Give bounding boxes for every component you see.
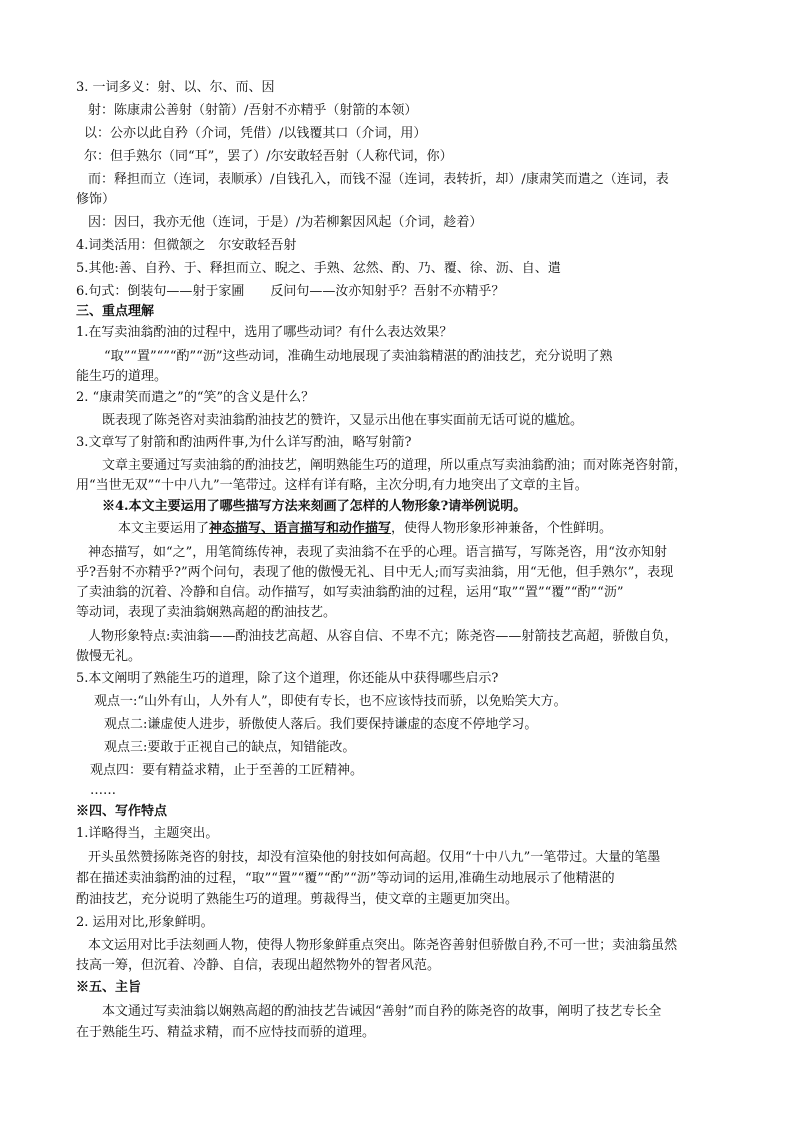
- answer-2: 既表现了陈尧咨对卖油翁酌油技艺的赞许，又显示出他在事实面前无话可说的尴尬。: [102, 413, 584, 428]
- feature-1-body-3: 酌油技艺，充分说明了熟能生巧的道理。剪裁得当，使文章的主题更加突出。: [76, 892, 519, 907]
- sentence-patterns: 6.句式：倒装句——射于家圃 反问句——汝亦知射乎？吾射不亦精乎？: [76, 284, 505, 299]
- feature-1-body-2: 都在描述卖油翁酌油的过程，“取”“置”“覆”“酌”“沥”等动词的运用,准确生动地展示了他精湛的: [76, 871, 615, 886]
- question-1: 1.在写卖油翁酌油的过程中，选用了哪些动词？有什么表达效果？: [76, 325, 453, 340]
- polysemy-yi: 以：公亦以此自矜（介词，凭借）/以钱覆其口（介词，用）: [84, 126, 427, 141]
- feature-2-body-2: 技高一筹，但沉着、冷静、自信，表现出超然物外的智者风范。: [76, 958, 441, 973]
- viewpoint-4: 观点四：要有精益求精，止于至善的工匠精神。: [90, 763, 364, 778]
- polysemy-er: 尔：但手熟尔（同“耳”，罢了）/尔安敢轻吾射（人称代词，你）: [84, 149, 453, 164]
- question-4: ※4.本文主要运用了哪些描写方法来刻画了怎样的人物形象?请举例说明。: [102, 499, 527, 514]
- polysemy-yin: 因：因曰，我亦无他（连词，于是）/为若柳絮因风起（介词，趁着）: [88, 215, 483, 230]
- question-5: 5.本文阐明了熟能生巧的道理，除了这个道理，你还能从中获得哪些启示?: [76, 671, 499, 686]
- question-2: 2. “康肃笑而遣之”的“笑”的含义是什么？: [76, 390, 315, 405]
- answer-1: “取”“置”“”“酌”“沥”这些动词，准确生动地展现了卖油翁精湛的酌油技艺，充分说明了熟: [104, 349, 613, 364]
- answer-4-detail-4: 等动词，表现了卖油翁娴熟高超的酌油技艺。: [76, 605, 337, 620]
- answer-4-detail-3: 了卖油翁的沉着、冷静和自信。动作描写，如写卖油翁酌油的过程，运用“取”“置”“覆”“酌”“沥”: [76, 585, 624, 600]
- section-heading-5: ※五、主旨: [76, 980, 142, 995]
- feature-1: 1.详略得当，主题突出。: [76, 826, 219, 841]
- answer-3-cont: 用“当世无双”“十中八九”一笔带过。这样有详有略，主次分明,有力地突出了文章的主旨。: [76, 478, 588, 493]
- section-heading-4: ※四、写作特点: [76, 804, 168, 819]
- answer-4-b: ，使得人物形象形神兼备，个性鲜明。: [391, 521, 613, 536]
- polysemy-she: 射：陈康肃公善射（射箭）/吾射不亦精乎（射箭的本领）: [88, 103, 418, 118]
- viewpoint-2: 观点二:谦虚使人进步，骄傲使人落后。我们要保持谦虚的态度不停地学习。: [104, 717, 538, 732]
- theme-body: 本文通过写卖油翁以娴熟高超的酌油技艺告诫因“善射”而自矜的陈尧咨的故事，阐明了技艺专长全: [102, 1004, 662, 1019]
- polysemy-er2: 而：释担而立（连词，表顺承）/自钱孔入，而钱不湿（连词，表转折，却）/康肃笑而遣之（连词，表: [88, 172, 669, 187]
- answer-4-detail-2: 乎?吾射不亦精乎?”两个问句，表现了他的傲慢无礼、目中无人;而写卖油翁，用“无他，但手熟尔”，表现: [76, 565, 674, 580]
- viewpoint-3: 观点三:要敢于正视自己的缺点，知错能改。: [104, 740, 356, 755]
- question-3: 3.文章写了射箭和酌油两件事,为什么详写酌油，略写射箭?: [76, 435, 412, 450]
- character-traits-cont: 傲慢无礼。: [76, 649, 142, 664]
- viewpoint-1: 观点一:“山外有山，人外有人”，即使有专长，也不应该恃技而骄，以免贻笑大方。: [94, 694, 567, 709]
- ellipsis: ……: [90, 783, 116, 798]
- vocab-heading: 3. 一词多义：射、以、尔、而、因: [76, 80, 275, 95]
- feature-1-body: 开头虽然赞扬陈尧咨的射技，却没有渲染他的射技如何高超。仅用“十中八九”一笔带过。大量的笔墨: [88, 850, 661, 865]
- word-class-usage: 4.词类活用：但微颔之 尔安敢轻吾射: [76, 238, 297, 253]
- character-traits: 人物形象特点:卖油翁——酌油技艺高超、从容自信、不卑不亢；陈尧咨——射箭技艺高超，骄傲自负，: [88, 629, 678, 644]
- answer-4-detail-1: 神态描写，如“之”，用笔简练传神，表现了卖油翁不在乎的心理。语言描写，写陈尧咨，用“汝亦知射: [88, 545, 667, 560]
- answer-4: [118, 519, 612, 539]
- feature-2-body: 本文运用对比手法刻画人物，使得人物形象鲜重点突出。陈尧咨善射但骄傲自矜,不可一世；卖油翁虽然: [88, 938, 678, 953]
- theme-body-2: 在于熟能生巧、精益求精，而不应恃技而骄的道理。: [76, 1025, 376, 1040]
- other-words: 5.其他:善、自矜、于、释担而立、睨之、手熟、忿然、酌、乃、覆、徐、沥、自、遣: [76, 261, 561, 276]
- answer-4-underline: 神态描写、语言描写和动作描写: [209, 521, 392, 536]
- answer-4-a: 本文主要运用了: [118, 521, 210, 536]
- section-heading-3: 三、重点理解: [76, 304, 155, 319]
- answer-3: 文章主要通过写卖油翁的酌油技艺，阐明熟能生巧的道理，所以重点写卖油翁酌油；而对陈尧咨射箭，: [102, 458, 688, 473]
- answer-1-cont: 能生巧的道理。: [76, 369, 168, 384]
- feature-2: 2. 运用对比,形象鲜明。: [76, 915, 214, 930]
- polysemy-er2-cont: 修饰）: [76, 192, 116, 207]
